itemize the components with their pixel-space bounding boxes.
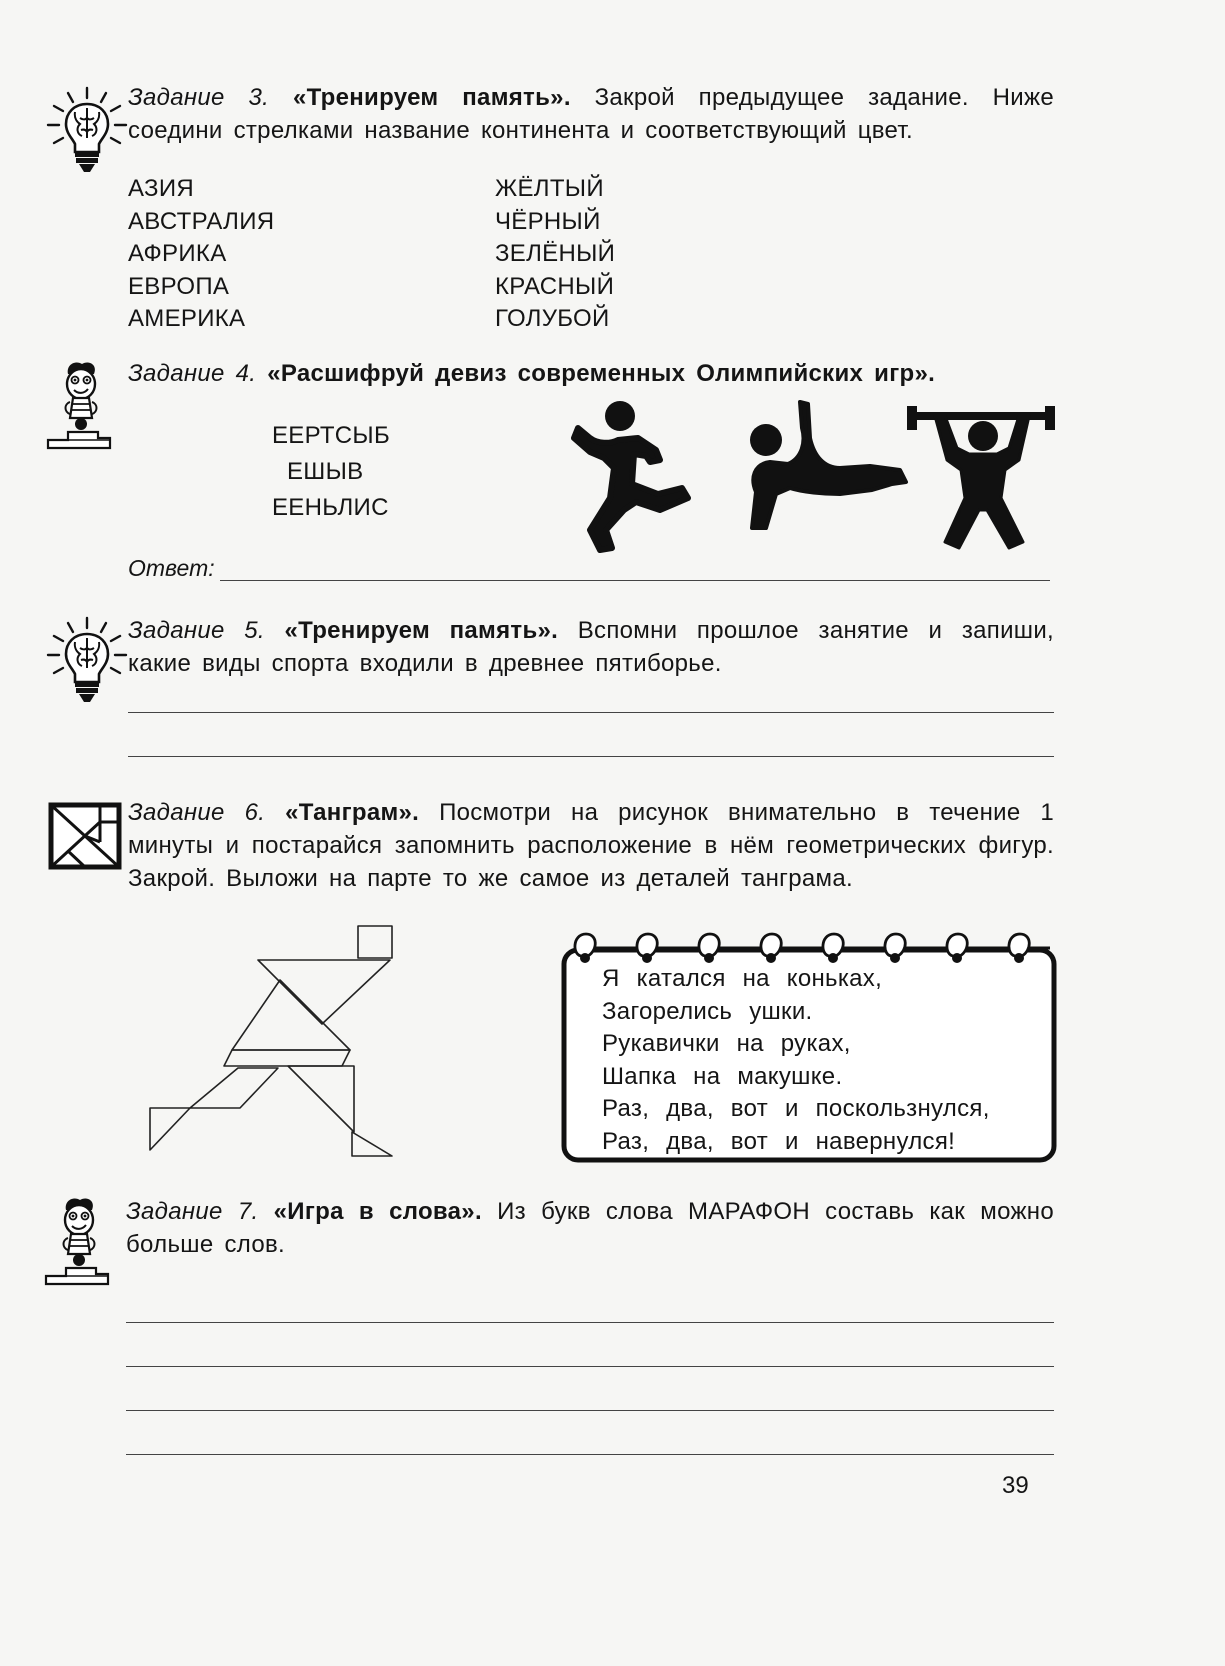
task6-body: Посмотри на рисунок внимательно в течение 1 минуты и постарайся запомнить расположение в нём геометрических фигур. Закрой. Выложи на парте то же самое из деталей танграма. — [128, 799, 1055, 892]
color-list — [495, 173, 615, 336]
tangram-square-icon — [48, 802, 122, 870]
poem — [602, 963, 990, 1158]
continent-item: АФРИКА — [128, 240, 227, 267]
task7-body: Из букв слова МАРАФОН составь как можно больше слов. — [126, 1198, 1054, 1258]
color-item: КРАСНЫЙ — [495, 272, 615, 300]
poem-line: Раз, два, вот и поскользнулся, — [602, 1095, 990, 1122]
thinker-podium-icon — [46, 360, 116, 452]
continent-list — [128, 173, 274, 336]
continent-item: ЕВРОПА — [128, 272, 230, 300]
task7-answer-line[interactable] — [126, 1454, 1054, 1455]
continent-item: АВСТРАЛИЯ — [128, 207, 275, 235]
task6-text — [128, 796, 1054, 895]
task5-body: Вспомни прошлое занятие и запиши, какие виды спорта входили в древнее пятиборье. — [128, 617, 1055, 677]
runner-pictogram-icon — [570, 398, 700, 558]
gymnast-pictogram-icon — [740, 398, 910, 533]
task3-label: Задание 3. — [128, 84, 270, 111]
task5-text — [128, 614, 1054, 680]
color-item: ГОЛУБОЙ — [495, 305, 610, 332]
poem-line: Я катался на коньках, — [602, 965, 883, 992]
task6-label: Задание 6. — [128, 799, 266, 826]
task4-answer-label: Ответ: — [128, 555, 215, 581]
task7-title: «Игра в слова». — [273, 1198, 482, 1225]
task3-title: «Тренируем память». — [292, 84, 571, 111]
lightbulb-brain-icon — [44, 84, 130, 176]
task4-text — [128, 357, 1054, 390]
task7-text — [126, 1195, 1054, 1261]
task5-title: «Тренируем память». — [284, 617, 559, 644]
color-item: ЗЕЛЁНЫЙ — [495, 240, 616, 267]
weightlifter-pictogram-icon — [905, 402, 1057, 552]
color-item: ЖЁЛТЫЙ — [495, 175, 604, 202]
task7-answer-line[interactable] — [126, 1322, 1054, 1323]
poem-line: Шапка на макушке. — [602, 1062, 843, 1090]
poem-line: Рукавички на руках, — [602, 1030, 851, 1057]
color-item: ЧЁРНЫЙ — [495, 207, 601, 235]
task5-answer-line[interactable] — [128, 756, 1054, 757]
scrambled-word: ЕЕРТСЫБ — [272, 422, 391, 449]
task4-answer-line[interactable] — [220, 580, 1050, 581]
task4-label: Задание 4. — [128, 360, 257, 387]
thinker-podium-icon — [44, 1196, 114, 1288]
task5-label: Задание 5. — [128, 617, 265, 644]
poem-line: Раз, два, вот и навернулся! — [602, 1127, 956, 1155]
page-number: 39 — [1002, 1472, 1029, 1499]
task7-label: Задание 7. — [126, 1198, 259, 1225]
task5-answer-line[interactable] — [128, 712, 1054, 713]
task4-title: «Расшифруй девиз современных Олимпийских игр». — [267, 360, 936, 387]
task7-answer-line[interactable] — [126, 1410, 1054, 1411]
task3-body: Закрой предыдущее задание. Ниже соедини стрелками название континента и соответствующий цвет. — [128, 84, 1054, 144]
scrambled-word: ЕШЫВ — [287, 458, 364, 485]
task3-text — [128, 81, 1054, 147]
poem-line: Загорелись ушки. — [602, 997, 813, 1025]
task7-answer-line[interactable] — [126, 1366, 1054, 1367]
scrambled-word: ЕЕНЬЛИС — [272, 494, 389, 521]
lightbulb-brain-icon — [44, 614, 130, 706]
tangram-figure — [140, 918, 410, 1173]
task6-title: «Танграм». — [285, 799, 420, 826]
continent-item: АМЕРИКА — [128, 305, 246, 332]
continent-item: АЗИЯ — [128, 175, 195, 202]
